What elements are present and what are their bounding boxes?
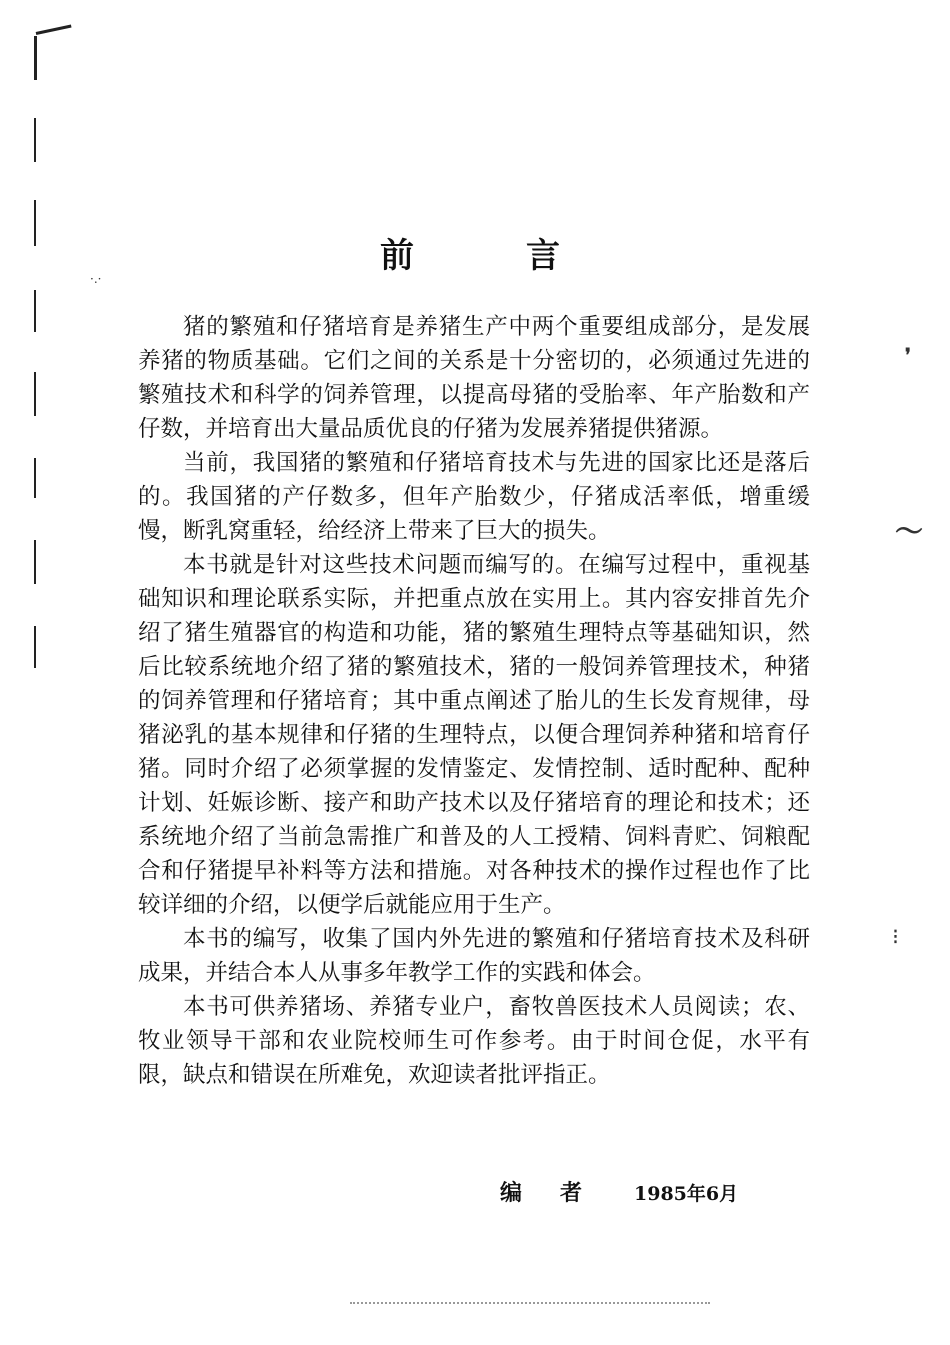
scan-edge-mark	[34, 118, 36, 162]
signature	[500, 1176, 800, 1207]
signature-date: 1985年6月	[634, 1183, 739, 1205]
page-title	[380, 228, 560, 277]
paragraph-1: 猪的繁殖和仔猪培育是养猪生产中两个重要组成部分，是发展养猪的物质基础。它们之间的关系是十分密切的，必须通过先进的繁殖技术和科学的饲养管理，以提高母猪的受胎率、年产胎数和产仔数，并培育出大量品质优良的仔猪为发展养猪提供猪源。	[138, 314, 810, 442]
paragraph-4: 本书的编写，收集了国内外先进的繁殖和仔猪培育技术及科研成果，并结合本人从事多年教学工作的实践和体会。	[138, 926, 810, 986]
scan-speck: ·.·	[90, 272, 102, 286]
paragraph-3: 本书就是针对这些技术问题而编写的。在编写过程中，重视基础知识和理论联系实际，并把重点放在实用上。其内容安排首先介绍了猪生殖器官的构造和功能，猪的繁殖生理特点等基础知识，然后比较系统地介绍了猪的繁殖技术，猪的一般饲养管理技术，种猪的饲养管理和仔猪培育；其中重点阐述了胎儿的生长发育规律，母猪泌乳的基本规律和仔猪的生理特点，以便合理饲养种猪和培育仔猪。同时介绍了必须掌握的发情鉴定、发情控制、适时配种、配种计划、妊娠诊断、接产和助产技术以及仔猪培育的理论和技术；还系统地介绍了当前急需推广和普及的人工授精、饲料青贮、饲粮配合和仔猪提早补料等方法和措施。对各种技术的操作过程也作了比较详细的介绍，以便学后就能应用于生产。	[138, 552, 810, 918]
scan-speck: ❜	[905, 345, 911, 366]
scan-edge-mark	[34, 372, 36, 416]
scan-edge-mark	[34, 290, 36, 332]
preface-body	[138, 310, 810, 1092]
scan-speck: 〜	[895, 515, 924, 548]
scan-speck: ⁝	[892, 925, 899, 950]
title-char-2: 言	[526, 236, 560, 276]
paragraph-2: 当前，我国猪的繁殖和仔猪培育技术与先进的国家比还是落后的。我国猪的产仔数多，但年产胎数少，仔猪成活率低，增重缓慢，断乳窝重轻，给经济上带来了巨大的损失。	[138, 450, 810, 544]
scan-edge-mark	[34, 200, 36, 246]
scan-bottom-dots	[350, 1302, 710, 1306]
scan-edge-mark	[34, 626, 36, 668]
scan-edge-mark	[34, 36, 37, 80]
scan-edge-mark	[34, 540, 36, 584]
scan-edge-mark	[34, 458, 36, 498]
signature-author: 编者	[500, 1180, 621, 1206]
title-char-1: 前	[380, 236, 414, 276]
scan-edge-mark	[36, 25, 72, 35]
paragraph-5: 本书可供养猪场、养猪专业户，畜牧兽医技术人员阅读；农、牧业领导干部和农业院校师生可作参考。由于时间仓促，水平有限，缺点和错误在所难免，欢迎读者批评指正。	[138, 994, 810, 1088]
